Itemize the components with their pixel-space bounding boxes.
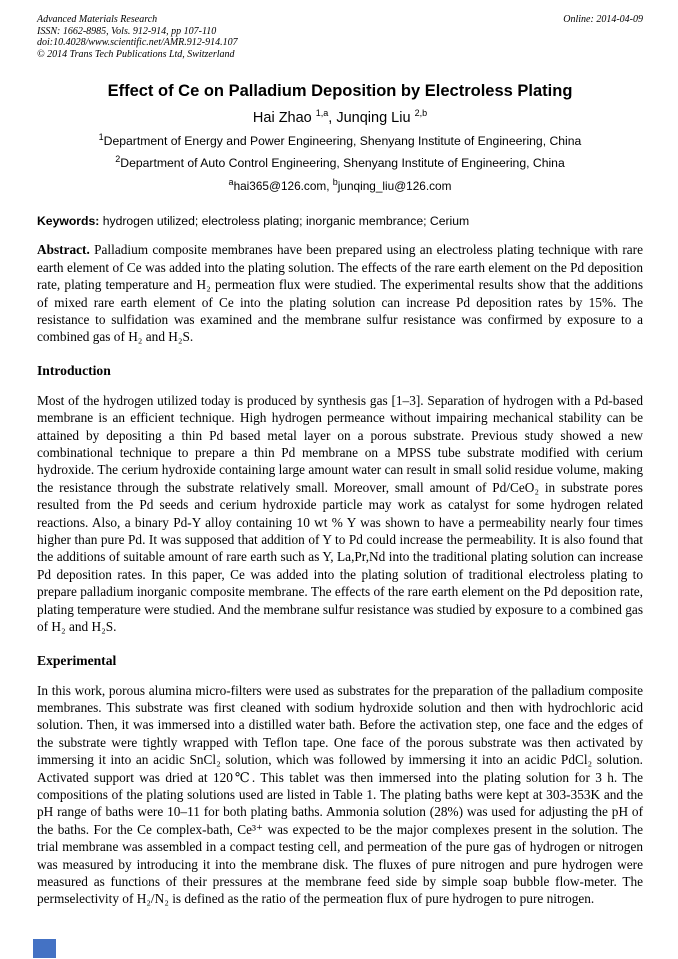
- affiliation-1-text: Department of Energy and Power Engineering, Shenyang Institute of Engineering, China: [103, 134, 582, 149]
- author-name-1: Hai Zhao: [252, 110, 316, 127]
- email-1-address: hai365@126.com: [233, 179, 327, 194]
- email-1-superscript: a: [228, 177, 234, 188]
- section-heading-introduction: Introduction: [37, 362, 111, 378]
- journal-issn-line: ISSN: 1662-8985, Vols. 912-914, pp 107-110: [37, 25, 217, 37]
- online-date: Online: 2014-04-09: [563, 14, 643, 25]
- email-separator: ,: [326, 179, 333, 194]
- author-name-2: Junqing Liu: [336, 110, 415, 127]
- author-superscript-1: 1,a: [315, 108, 329, 119]
- email-2-address: junqing_liu@126.com: [337, 179, 452, 194]
- keywords-line: [37, 214, 643, 228]
- affiliation-2: [37, 156, 643, 170]
- journal-copyright-line: © 2014 Trans Tech Publications Ltd, Switzerland: [37, 48, 235, 60]
- authors-line: [37, 110, 643, 126]
- journal-name: Advanced Materials Research: [37, 14, 158, 25]
- journal-doi-line: doi:10.4028/www.scientific.net/AMR.912-914.107: [37, 37, 238, 49]
- affiliation-1: [37, 134, 643, 148]
- email-2-superscript: b: [332, 177, 338, 188]
- section-heading-experimental: Experimental: [37, 652, 117, 668]
- paper-title: Effect of Ce on Palladium Deposition by Electroless Plating: [107, 82, 573, 101]
- author-separator: ,: [328, 110, 337, 127]
- journal-info: [37, 14, 238, 60]
- introduction-paragraph: Most of the hydrogen utilized today is produced by synthesis gas [1–3]. Separation of hydrogen with a Pd-based membrane is an efficient technique. High hydrogen permeance without impairing mechanical stability can be attained by depositing a thin Pd based metal layer on a porous substrate. Previous study showed a new combinational technique to prepare a thin Pd membrane on a MPSS tube substrate modified with cerium hydroxide. The cerium hydroxide containing large amount water can result in small solid residue volume, making the resistance through the substrate relatively small. Moreover, small amount of Pd/CeO₂ in substrate pores resulted from the Pd seeds and cerium hydroxide particle may work as catalyst for some hydrogen related reactions. Also, a binary Pd-Y alloy containing 10 wt % Y was shown to have a permeability nearly four times higher than pure Pd. It was supposed that addition of Y to Pd could increase the permeability. It is also found that the additions of suitable amount of rare earth such as Y, La,Pr,Nd into the traditional plating solution can increase Pd deposition rates. In this paper, Ce was added into the plating solution of traditional electroless plating to prepare palladium inorganic composite membrane. The effects of the rare earth element on the Pd deposition rate, plating temperature were studied. And the membrane sulfur resistance was studied by exposure to a combined gas of H₂ and H₂S.: [37, 392, 643, 635]
- keywords-text: hydrogen utilized; electroless plating; inorganic membrance; Cerium: [99, 214, 470, 229]
- affiliation-2-text: Department of Auto Control Engineering, Shenyang Institute of Engineering, China: [120, 156, 565, 171]
- abstract-text: Palladium composite membranes have been prepared using an electroless plating technique with rare earth element of Ce was added into the plating solution. The effects of the rare earth element on the Pd deposition rate, plating temperature and H₂ permeation flux were studied. The experimental results show that the additions of mixed rare earth element of Ce into the plating solution can increase Pd deposition rates by 15%. The resistance to sulfidation was examined and the membrane sulfur resistance was confirmed by exposure to a combined gas of H₂ and H₂S.: [37, 242, 643, 345]
- journal-header: [37, 14, 643, 60]
- emails-line: [37, 179, 643, 193]
- affiliation-1-superscript: 1: [98, 132, 104, 143]
- affiliation-2-superscript: 2: [115, 154, 121, 165]
- abstract-paragraph: [37, 241, 643, 345]
- abstract-label: Abstract.: [37, 242, 90, 258]
- keywords-label: Keywords:: [37, 214, 100, 229]
- link-annotation-icon[interactable]: [33, 939, 56, 958]
- author-superscript-2: 2,b: [414, 108, 428, 119]
- experimental-paragraph: In this work, porous alumina micro-filters were used as substrates for the preparation of the palladium composite membranes. This substrate was first cleaned with sodium hydroxide solution and then with hydrochloric acid solution. Then, it was immersed into a distilled water bath. Before the activation step, one face and the edges of the substrate were tightly wrapped with Teflon tape. One face of the porous substrate was then activated by immersing it into an acidic SnCl₂ solution, which was followed by immersing it into an acidic PdCl₂ solution. Activated support was dried at 120℃. This tablet was then immersed into the plating solution for 3 h. The compositions of the plating solutions used are listed in Table 1. The plating baths were kept at 303-353K and the pH range of baths were 10–11 for both plating baths. Ammonia solution (28%) was used for adjusting the pH of the baths. For the Ce complex-bath, Ce³⁺ was expected to be the major complexes present in the solution. The trial membrane was assembled in a compact testing cell, and permeation of the pure gas of hydrogen or nitrogen was measured by introducing it into the membrane disk. The fluxes of pure nitrogen and pure hydrogen were measured as functions of their pressures at the membrane feed side by simple soap bubble flow-meter. The permselectivity of H₂/N₂ is defined as the ratio of the permeation flux of pure hydrogen to pure nitrogen.: [37, 682, 643, 907]
